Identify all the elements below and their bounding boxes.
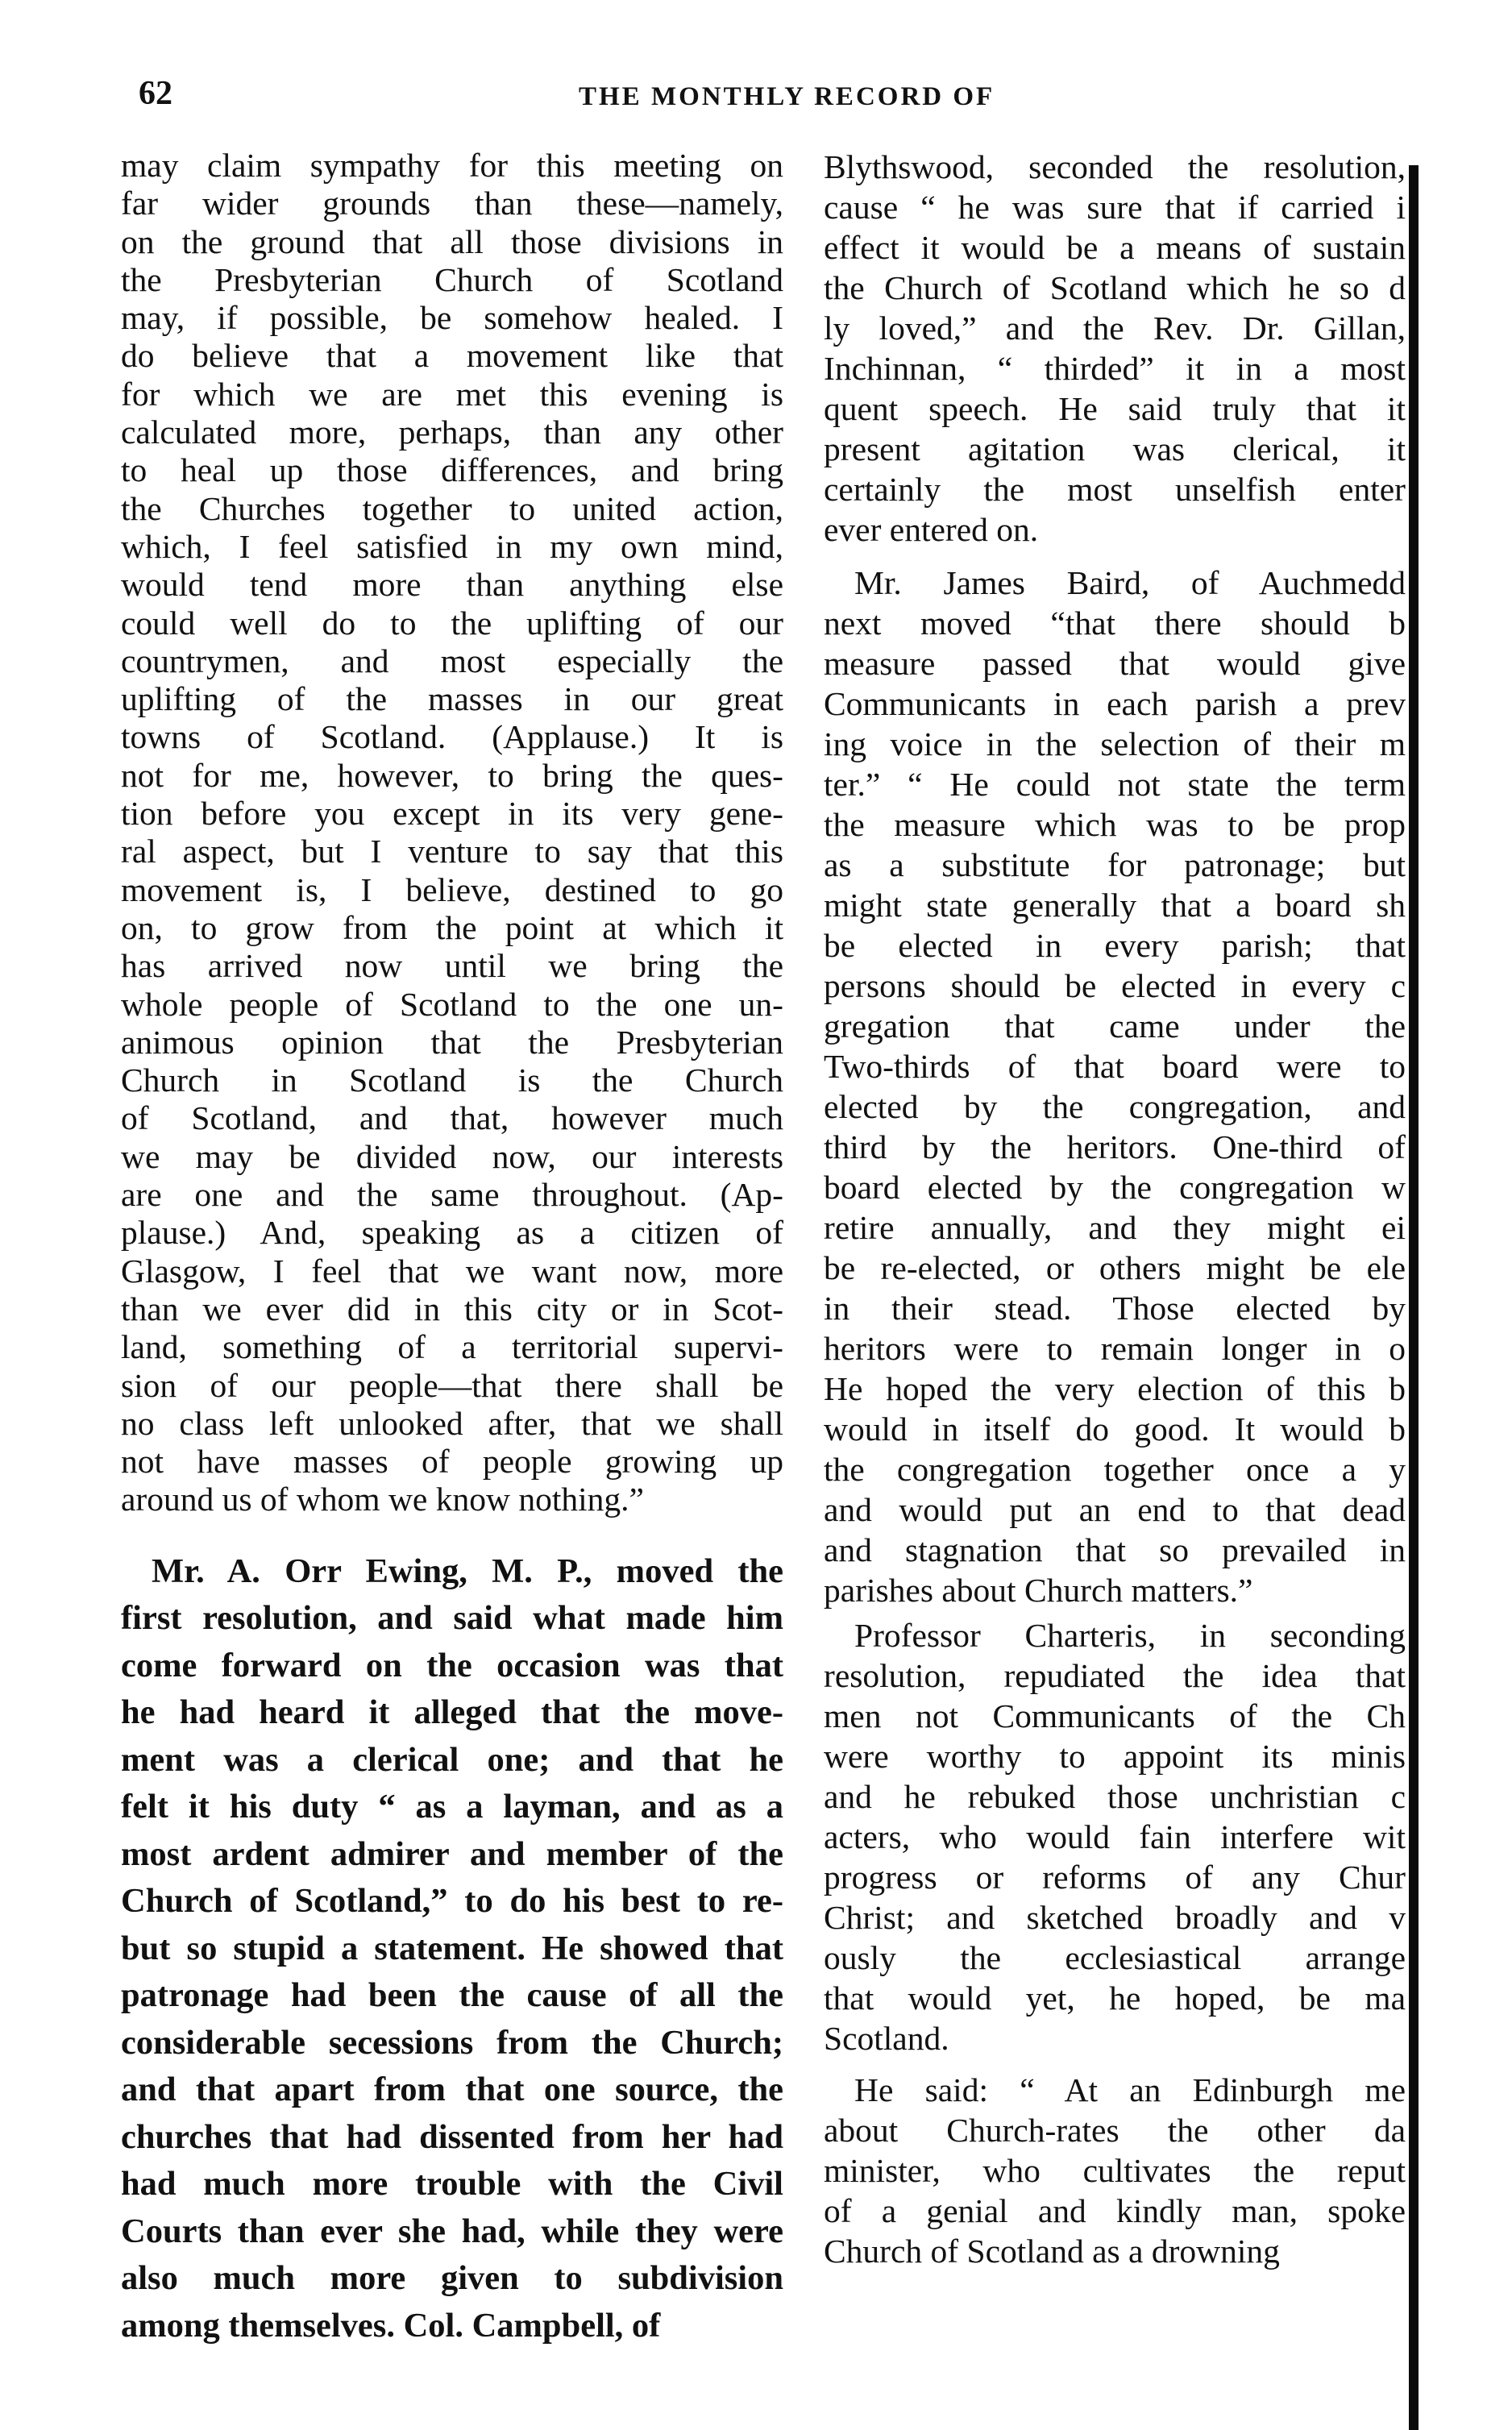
text-line: present agitation was clerical, it bbox=[824, 430, 1406, 467]
running-head: THE MONTHLY RECORD OF bbox=[579, 82, 995, 111]
text-line: Christ; and sketched broadly and v bbox=[824, 1899, 1406, 1936]
text-line: ter.” “ He could not state the term bbox=[824, 766, 1406, 803]
text-line: board elected by the congregation w bbox=[824, 1169, 1406, 1206]
blythswood-paragraph bbox=[824, 147, 1406, 550]
text-line: around us of whom we know nothing.” bbox=[121, 1481, 644, 1518]
text-line: Church of Scotland as a drowning bbox=[824, 2233, 1280, 2270]
text-line: considerable secessions from the Church; bbox=[121, 2023, 783, 2062]
text-line: Mr. A. Orr Ewing, M. P., moved the bbox=[152, 1551, 783, 1590]
text-line: also much more given to subdivision bbox=[121, 2259, 783, 2298]
text-line: churches that had dissented from her had bbox=[121, 2117, 783, 2156]
quote-paragraph bbox=[121, 147, 783, 1519]
text-line: progress or reforms of any Chur bbox=[824, 1859, 1406, 1896]
text-line: in their stead. Those elected by bbox=[824, 1290, 1406, 1327]
text-line: has arrived now until we bring the bbox=[121, 947, 783, 985]
text-line: Church in Scotland is the Church bbox=[121, 1061, 783, 1099]
text-line: He hoped the very election of this b bbox=[824, 1370, 1406, 1407]
text-line: elected by the congregation, and bbox=[824, 1088, 1406, 1125]
text-line: most ardent admirer and member of the bbox=[121, 1834, 783, 1873]
text-line: be re-elected, or others might be ele bbox=[824, 1249, 1406, 1286]
text-line: the Churches together to united action, bbox=[121, 489, 783, 527]
text-line: had much more trouble with the Civil bbox=[121, 2165, 783, 2204]
text-line: Courts than ever she had, while they were bbox=[121, 2212, 783, 2250]
text-line: calculated more, perhaps, than any other bbox=[121, 413, 783, 451]
text-line: acters, who would fain interfere wit bbox=[824, 1818, 1406, 1855]
binding-edge bbox=[1409, 165, 1419, 2430]
text-line: might state generally that a board sh bbox=[824, 887, 1406, 924]
text-line: the Church of Scotland which he so d bbox=[824, 269, 1406, 306]
text-line: could well do to the uplifting of our bbox=[121, 604, 783, 642]
text-line: but so stupid a statement. He showed that bbox=[121, 1929, 783, 1967]
text-line: that would yet, he hoped, be ma bbox=[824, 1979, 1406, 2017]
text-line: whole people of Scotland to the one un- bbox=[121, 985, 783, 1023]
text-line: minister, who cultivates the reput bbox=[824, 2152, 1406, 2189]
text-line: were worthy to appoint its minis bbox=[824, 1738, 1406, 1775]
text-line: animous opinion that the Presbyterian bbox=[121, 1023, 783, 1061]
text-line: would in itself do good. It would b bbox=[824, 1410, 1406, 1448]
text-line: far wider grounds than these—namely, bbox=[121, 185, 783, 222]
text-line: uplifting of the masses in our great bbox=[121, 680, 783, 718]
text-line: not for me, however, to bring the ques- bbox=[121, 756, 783, 794]
text-line: be elected in every parish; that bbox=[824, 927, 1406, 964]
text-line: no class left unlooked after, that we shall bbox=[121, 1404, 783, 1442]
text-line: Mr. James Baird, of Auchmedd bbox=[854, 564, 1406, 601]
text-line: the measure which was to be prop bbox=[824, 806, 1406, 843]
text-line: of Scotland, and that, however much bbox=[121, 1099, 783, 1137]
left-column bbox=[121, 147, 783, 2349]
text-line: He said: “ At an Edinburgh me bbox=[854, 2071, 1406, 2108]
text-line: sion of our people—that there shall be bbox=[121, 1366, 783, 1404]
text-line: we may be divided now, our interests bbox=[121, 1137, 783, 1175]
text-line: ously the ecclesiastical arrange bbox=[824, 1939, 1406, 1976]
text-line: about Church-rates the other da bbox=[824, 2112, 1406, 2149]
page-number: 62 bbox=[139, 75, 172, 112]
text-line: Professor Charteris, in seconding bbox=[854, 1617, 1406, 1654]
text-line: effect it would be a means of sustain bbox=[824, 229, 1406, 266]
text-line: and stagnation that so prevailed in bbox=[824, 1531, 1406, 1568]
text-line: certainly the most unselfish enter bbox=[824, 471, 1406, 508]
text-line: land, something of a territorial supervi- bbox=[121, 1328, 783, 1366]
text-line: to heal up those differences, and bring bbox=[121, 451, 783, 489]
text-line: Glasgow, I feel that we want now, more bbox=[121, 1252, 783, 1290]
text-line: towns of Scotland. (Applause.) It is bbox=[121, 718, 783, 756]
right-column bbox=[824, 147, 1406, 2271]
text-line: may claim sympathy for this meeting on bbox=[121, 147, 783, 184]
text-line: would tend more than anything else bbox=[121, 566, 783, 604]
text-line: on the ground that all those divisions in bbox=[121, 222, 783, 260]
text-line: persons should be elected in every c bbox=[824, 967, 1406, 1004]
text-line: come forward on the occasion was that bbox=[121, 1646, 783, 1684]
text-line: next moved “that there should b bbox=[824, 604, 1406, 642]
text-line: movement is, I believe, destined to go bbox=[121, 870, 783, 908]
text-line: ever entered on. bbox=[824, 511, 1039, 548]
text-line: cause “ he was sure that if carried i bbox=[824, 189, 1406, 226]
text-line: he had heard it alleged that the move- bbox=[121, 1693, 783, 1732]
text-line: ment was a clerical one; and that he bbox=[121, 1740, 783, 1779]
text-line: and that apart from that one source, the bbox=[121, 2071, 783, 2109]
text-line: of a genial and kindly man, spoke bbox=[824, 2192, 1406, 2229]
text-line: felt it his duty “ as a layman, and as a bbox=[121, 1788, 783, 1826]
baird-paragraph bbox=[824, 563, 1406, 1610]
text-line: not have masses of people growing up bbox=[121, 1443, 783, 1481]
ewing-paragraph bbox=[121, 1548, 783, 2350]
text-line: Two-thirds of that board were to bbox=[824, 1048, 1406, 1085]
text-line: on, to grow from the point at which it bbox=[121, 908, 783, 946]
text-line: gregation that came under the bbox=[824, 1007, 1406, 1045]
text-line: tion before you except in its very gene- bbox=[121, 795, 783, 833]
text-line: third by the heritors. One-third of bbox=[824, 1128, 1406, 1165]
text-line: patronage had been the cause of all the bbox=[121, 1976, 783, 2015]
text-line: Blythswood, seconded the resolution, bbox=[824, 148, 1406, 185]
text-line: than we ever did in this city or in Scot- bbox=[121, 1290, 783, 1327]
text-line: ing voice in the selection of their m bbox=[824, 725, 1406, 762]
text-line: the congregation together once a y bbox=[824, 1451, 1406, 1488]
text-line: Scotland. bbox=[824, 2020, 949, 2057]
charteris-paragraph bbox=[824, 1615, 1406, 2058]
text-line: for which we are met this evening is bbox=[121, 375, 783, 413]
text-line: ly loved,” and the Rev. Dr. Gillan, bbox=[824, 309, 1406, 347]
text-line: which, I feel satisfied in my own mind, bbox=[121, 527, 783, 565]
text-line: measure passed that would give bbox=[824, 645, 1406, 682]
text-line: parishes about Church matters.” bbox=[824, 1572, 1253, 1609]
text-line: are one and the same throughout. (Ap- bbox=[121, 1176, 783, 1214]
text-line: may, if possible, be somehow healed. I bbox=[121, 299, 783, 337]
text-line: do believe that a movement like that bbox=[121, 337, 783, 375]
text-line: countrymen, and most especially the bbox=[121, 642, 783, 679]
text-line: resolution, repudiated the idea that bbox=[824, 1657, 1406, 1694]
text-line: first resolution, and said what made him bbox=[121, 1599, 783, 1638]
text-line: as a substitute for patronage; but bbox=[824, 846, 1406, 883]
edinburgh-paragraph bbox=[824, 2070, 1406, 2271]
text-line: retire annually, and they might ei bbox=[824, 1209, 1406, 1246]
text-line: plause.) And, speaking as a citizen of bbox=[121, 1214, 783, 1252]
text-line: and would put an end to that dead bbox=[824, 1491, 1406, 1528]
text-line: heritors were to remain longer in o bbox=[824, 1330, 1406, 1367]
text-line: Communicants in each parish a prev bbox=[824, 685, 1406, 722]
text-line: and he rebuked those unchristian c bbox=[824, 1778, 1406, 1815]
text-line: among themselves. Col. Campbell, of bbox=[121, 2306, 661, 2345]
text-line: the Presbyterian Church of Scotland bbox=[121, 260, 783, 298]
text-line: quent speech. He said truly that it bbox=[824, 390, 1406, 427]
text-line: Inchinnan, “ thirded” it in a most bbox=[824, 350, 1406, 387]
text-line: Church of Scotland,” to do his best to re- bbox=[121, 1882, 783, 1921]
text-line: ral aspect, but I venture to say that this bbox=[121, 833, 783, 870]
text-line: men not Communicants of the Ch bbox=[824, 1697, 1406, 1734]
